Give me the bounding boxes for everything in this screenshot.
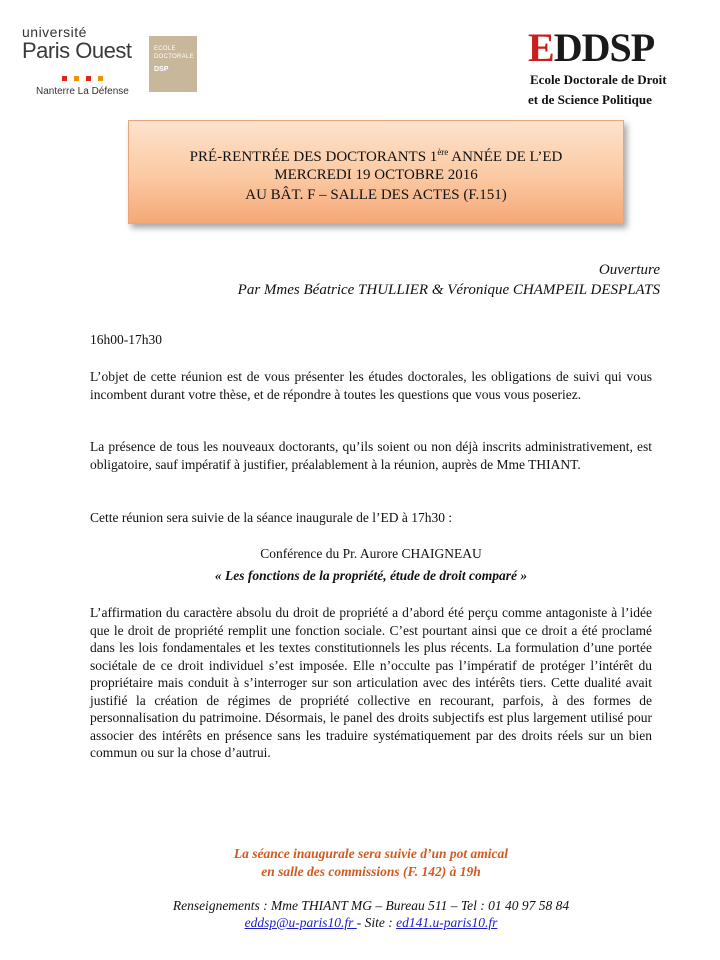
eddsp-letter-e: E xyxy=(528,25,554,70)
header-line-2: MERCREDI 19 OCTOBRE 2016 xyxy=(274,167,478,183)
ecole-doctorale-badge xyxy=(149,36,197,92)
logo-dot xyxy=(62,76,67,81)
university-logo xyxy=(22,24,132,102)
university-logo-name: Paris Ouest xyxy=(22,38,132,63)
paragraph-followup: Cette réunion sera suivie de la séance inaugurale de l’ED à 17h30 : xyxy=(90,510,453,525)
opening-speakers: Par Mmes Béatrice THULLIER & Véronique CHAMPEIL DESPLATS xyxy=(237,282,660,298)
contact-links xyxy=(90,915,652,931)
header-line-1-prefix: PRÉ-RENTRÉE DES DOCTORANTS 1 xyxy=(189,149,438,165)
logo-dot xyxy=(98,76,103,81)
header-line-3: AU BÂT. F – SALLE DES ACTES (F.151) xyxy=(245,187,507,203)
eddsp-logo-line-1: Ecole Doctorale de Droit xyxy=(530,72,667,87)
opening-title: Ouverture xyxy=(598,262,660,278)
logo-dot xyxy=(86,76,91,81)
event-header-box xyxy=(128,120,624,224)
header-line-1-suffix: ANNÉE DE L’ED xyxy=(448,149,563,165)
paragraph-attendance: La présence de tous les nouveaux doctorants, qu’ils soient ou non déjà inscrits administrativement, est obligatoire, sauf impératif à justifier, préalablement à la réunion, auprès de Mme THIANT. xyxy=(90,439,652,472)
eddsp-logo xyxy=(528,25,688,107)
university-logo-word: université xyxy=(22,24,87,40)
reception-line-2: en salle des commissions (F. 142) à 19h xyxy=(261,864,481,879)
university-logo-dots xyxy=(62,68,122,76)
badge-line-1: ECOLE xyxy=(154,46,176,52)
badge-line-2: DOCTORALE xyxy=(154,54,194,60)
header-line-1-sup: ère xyxy=(437,147,449,157)
site-link[interactable]: ed141.u-paris10.fr xyxy=(396,915,498,930)
header-line-1 xyxy=(129,147,623,166)
university-logo-subtitle: Nanterre La Défense xyxy=(36,86,129,97)
contact-info: Renseignements : Mme THIANT MG – Bureau 511 – Tel : 01 40 97 58 84 xyxy=(172,898,570,913)
logo-dot xyxy=(74,76,79,81)
eddsp-logo-line-2: et de Science Politique xyxy=(528,92,652,107)
email-link[interactable]: eddsp@u-paris10.fr xyxy=(244,915,357,930)
time-slot: 16h00-17h30 xyxy=(90,332,162,347)
paragraph-abstract: L’affirmation du caractère absolu du droit de propriété a d’abord été perçu comme antagoniste à l’idée que le droit de propriété remplit une fonction sociale. C’est pourtant ainsi que ce droit a été proclamé dans les lois fondamentales et les textes constitutionnels les plus récents. La formulation d’une portée sociétale de ce droit individuel s’est imposée. Elle n’occulte pas l’impératif de protéger l’intérêt du propriétaire mais conduit à s’interroger sur son articulation avec des intérêts tiers. Cette dualité avait justifié la création de régimes de propriété collective en recourant, parfois, à des formes de personnalisation du patrimoine. Désormais, le panel des droits subjectifs est plus largement utilisé pour associer des intérêts en présence sans les traduire systématiquement par des droits réels sur un bien commun ou sur la chose d’autrui. xyxy=(90,605,652,760)
conference-title: « Les fonctions de la propriété, étude de droit comparé » xyxy=(214,568,528,583)
site-separator: - Site : xyxy=(356,915,397,930)
badge-line-3: DSP xyxy=(154,66,169,73)
paragraph-purpose: L’objet de cette réunion est de vous présenter les études doctorales, les obligations de suivi qui vous incombent durant votre thèse, et de répondre à toutes les questions que vous vous poseriez. xyxy=(90,369,652,402)
eddsp-letters: DDSP xyxy=(553,25,655,70)
conference-speaker: Conférence du Pr. Aurore CHAIGNEAU xyxy=(260,546,482,561)
eddsp-logo-title xyxy=(528,25,688,70)
reception-line-1: La séance inaugurale sera suivie d’un pot amical xyxy=(233,846,509,861)
